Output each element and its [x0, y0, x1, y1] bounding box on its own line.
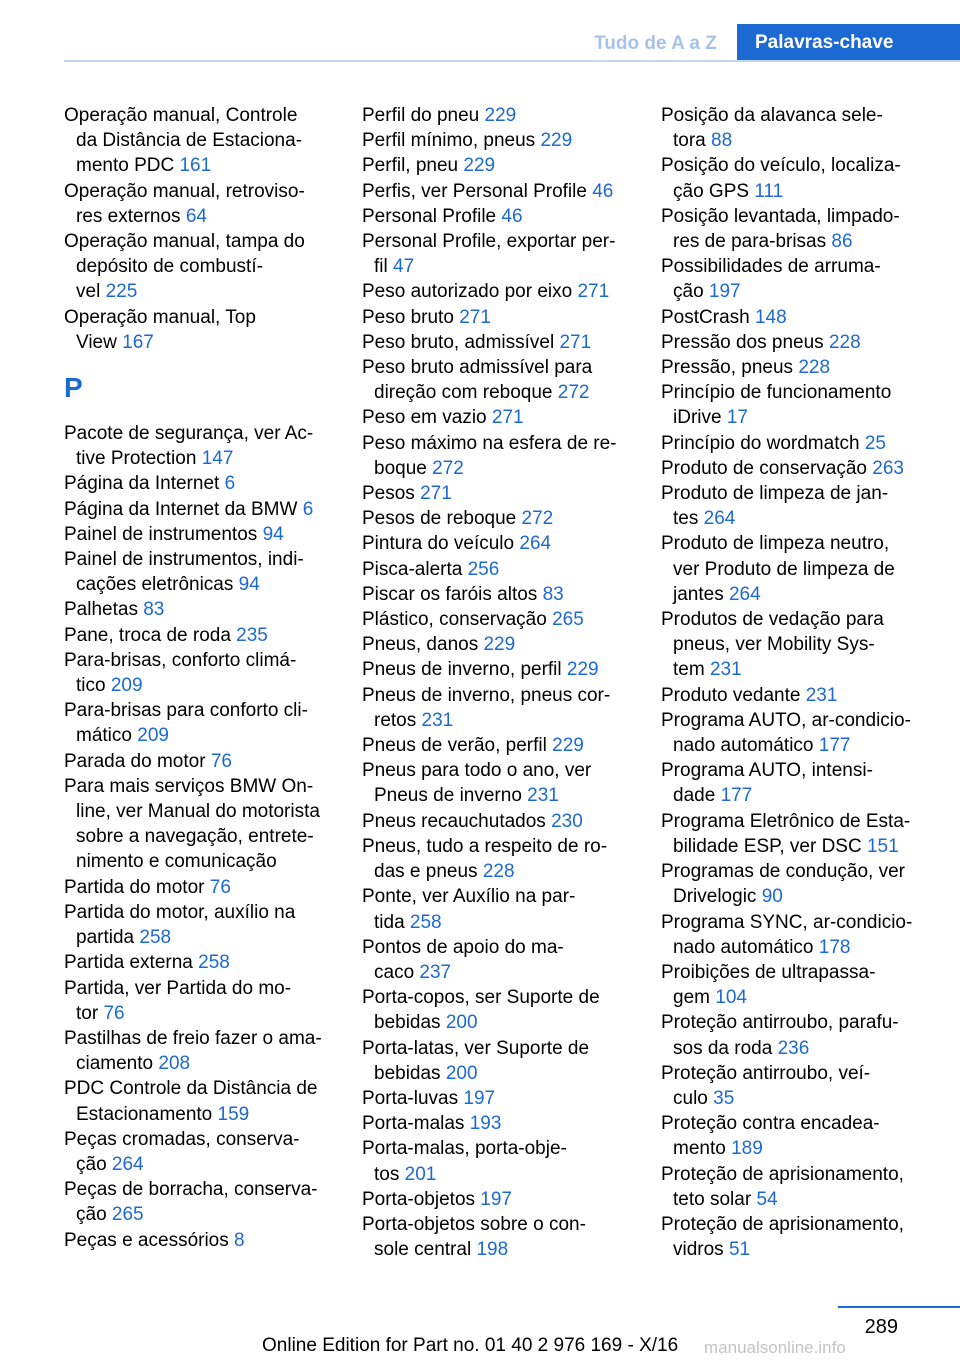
- index-entry: [661, 960, 933, 1010]
- index-term: Porta-malas: [362, 1113, 465, 1135]
- page-reference-link[interactable]: 90: [761, 886, 783, 908]
- page-reference-link[interactable]: 225: [105, 281, 138, 303]
- index-term: Pane, troca de roda: [64, 624, 231, 646]
- index-entry: [64, 597, 336, 622]
- index-term: Pneus, tudo a respeito de ro- das e pneus: [362, 835, 608, 883]
- page-reference-link[interactable]: 229: [483, 634, 516, 656]
- index-term: Programa SYNC, ar-condicio- nado automático: [661, 911, 913, 958]
- index-entry: [362, 1212, 634, 1262]
- index-term: Porta-latas, ver Suporte de bebidas: [362, 1037, 590, 1084]
- index-term: Partida, ver Partida do mo- tor: [64, 977, 292, 1024]
- index-entry: [64, 900, 336, 950]
- page-reference-link[interactable]: 76: [209, 876, 231, 898]
- page-reference-link[interactable]: 271: [559, 331, 592, 353]
- page-reference-link[interactable]: 229: [566, 659, 599, 681]
- page-number: 289: [864, 1316, 898, 1338]
- index-entry: [64, 698, 336, 748]
- index-term: Produto de limpeza de jan- tes: [661, 483, 889, 530]
- page-reference-link[interactable]: 151: [866, 835, 899, 857]
- page-reference-link[interactable]: 236: [777, 1037, 810, 1059]
- index-term: Pneus para todo o ano, ver Pneus de inverno: [362, 760, 592, 807]
- header-divider: [64, 60, 960, 62]
- index-term: Peças e acessórios: [64, 1229, 229, 1251]
- index-entry: [362, 305, 634, 330]
- index-entry: [64, 875, 336, 900]
- index-term: Página da Internet da BMW: [64, 498, 298, 520]
- page-reference-link[interactable]: 209: [137, 725, 169, 747]
- index-entry: [362, 153, 634, 178]
- index-entry: [362, 279, 634, 304]
- page-reference-link[interactable]: 17: [726, 407, 748, 429]
- page-reference-link[interactable]: 258: [409, 911, 442, 933]
- page-reference-link[interactable]: 200: [445, 1062, 478, 1084]
- page-reference-link[interactable]: 271: [577, 281, 610, 303]
- index-term: Pisca-alerta: [362, 558, 463, 580]
- index-entry: [362, 531, 634, 556]
- index-term: Perfil do pneu: [362, 105, 480, 126]
- index-entry: [362, 834, 634, 884]
- index-entry: [661, 431, 933, 456]
- index-term: Para-brisas para conforto cli- mático: [64, 700, 308, 747]
- page-reference-link[interactable]: 147: [201, 448, 234, 470]
- index-column-1: [64, 103, 336, 1253]
- index-term: Operação manual, retroviso- res externos: [64, 180, 305, 227]
- index-entry: [64, 421, 336, 471]
- index-term: Pneus recauchutados: [362, 810, 546, 832]
- index-term: Pesos de reboque: [362, 508, 517, 530]
- index-term: Personal Profile: [362, 205, 497, 227]
- index-term: Produto vedante: [661, 684, 801, 706]
- page-reference-link[interactable]: 178: [818, 936, 851, 958]
- page-reference-link[interactable]: 47: [393, 256, 415, 278]
- page-reference-link[interactable]: 265: [552, 609, 584, 631]
- index-entry: [661, 758, 933, 808]
- index-term: Porta-luvas: [362, 1087, 459, 1109]
- index-entry: [661, 531, 933, 607]
- index-term: Possibilidades de arruma- ção: [661, 256, 881, 303]
- page-reference-link[interactable]: 256: [467, 558, 500, 580]
- index-term: Programa AUTO, intensi- dade: [661, 760, 873, 807]
- page-reference-link[interactable]: 86: [831, 231, 853, 253]
- index-entry: [661, 254, 933, 304]
- index-term: Proteção de aprisionamento, vidros: [661, 1213, 904, 1261]
- index-entry: [661, 330, 933, 355]
- page-reference-link[interactable]: 264: [519, 533, 552, 555]
- page-reference-link[interactable]: 272: [557, 382, 590, 404]
- index-term: PDC Controle da Distância de Estacionamento: [64, 1078, 318, 1125]
- index-entry: [661, 380, 933, 430]
- page-reference-link[interactable]: 264: [728, 583, 761, 605]
- index-entry: [64, 1127, 336, 1177]
- index-entry: [64, 1076, 336, 1126]
- index-entry: [362, 1187, 634, 1212]
- index-term: Partida do motor: [64, 876, 205, 898]
- page-reference-link[interactable]: 201: [404, 1163, 437, 1185]
- index-entry: [362, 809, 634, 834]
- index-term: Perfil mínimo, pneus: [362, 130, 536, 152]
- index-entry: [661, 355, 933, 380]
- page-reference-link[interactable]: 54: [756, 1188, 778, 1210]
- page-reference-link[interactable]: 197: [480, 1188, 512, 1210]
- page-reference-link[interactable]: 193: [469, 1113, 502, 1135]
- page-reference-link[interactable]: 167: [122, 331, 154, 353]
- index-term: Operação manual, Controle da Distância de Estaciona- mento PDC: [64, 105, 303, 177]
- index-term: PostCrash: [661, 306, 750, 328]
- index-entry: [64, 229, 336, 305]
- page-reference-link[interactable]: 76: [103, 1002, 125, 1024]
- index-entry: [661, 456, 933, 481]
- index-term: Proibições de ultrapassa- gem: [661, 961, 876, 1009]
- page-reference-link[interactable]: 148: [754, 306, 787, 328]
- page-reference-link[interactable]: 258: [198, 952, 230, 974]
- index-term: Programas de condução, ver Drivelogic: [661, 861, 905, 908]
- index-term: Painel de instrumentos, indi- cações eletrônicas: [64, 549, 304, 596]
- index-entry: [64, 1026, 336, 1076]
- index-entry: [64, 976, 336, 1026]
- index-entry: [362, 758, 634, 808]
- index-term: Porta-malas, porta-obje- tos: [362, 1138, 567, 1185]
- index-term: Proteção antirroubo, veí- culo: [661, 1062, 871, 1109]
- page-reference-link[interactable]: 177: [818, 735, 851, 757]
- index-entry: [64, 1177, 336, 1227]
- index-entry: [661, 708, 933, 758]
- page-reference-link[interactable]: 264: [703, 508, 736, 530]
- page-reference-link[interactable]: 94: [238, 574, 260, 596]
- index-entry: [64, 1228, 336, 1253]
- index-entry: [661, 910, 933, 960]
- index-entry: [661, 607, 933, 683]
- page-reference-link[interactable]: 271: [459, 306, 491, 328]
- page-reference-link[interactable]: 159: [217, 1103, 250, 1125]
- index-term: Pneus, danos: [362, 634, 479, 656]
- footer-divider: [838, 1306, 960, 1308]
- index-term: Para mais serviços BMW On- line, ver Manual do motorista sobre a navegação, entrete- nimento e comunicação: [64, 775, 320, 873]
- index-entry: [362, 481, 634, 506]
- page-reference-link[interactable]: 263: [872, 457, 904, 479]
- page-reference-link[interactable]: 271: [491, 407, 524, 429]
- index-term: Proteção de aprisionamento, teto solar: [661, 1163, 904, 1210]
- index-term: Parada do motor: [64, 750, 206, 772]
- index-term: Programa Eletrônico de Esta- bilidade ESP, ver DSC: [661, 810, 911, 857]
- index-entry: [661, 103, 933, 153]
- index-entry: [362, 557, 634, 582]
- index-term: Princípio de funcionamento iDrive: [661, 382, 892, 429]
- index-term: Peso bruto, admissível: [362, 331, 555, 353]
- index-entry: [362, 229, 634, 279]
- index-entry: [362, 884, 634, 934]
- page-reference-link[interactable]: 83: [542, 583, 564, 605]
- index-term: Pneus de verão, perfil: [362, 735, 547, 757]
- index-term: Pressão dos pneus: [661, 331, 824, 353]
- index-entry: [661, 204, 933, 254]
- index-term: Partida do motor, auxílio na partida: [64, 901, 296, 949]
- index-entry: [661, 859, 933, 909]
- index-term: Página da Internet: [64, 473, 220, 495]
- index-term: Proteção antirroubo, parafu- sos da roda: [661, 1012, 899, 1059]
- index-entry: [661, 809, 933, 859]
- page-reference-link[interactable]: 231: [421, 709, 454, 731]
- index-entry: [64, 774, 336, 875]
- index-term: Posição da alavanca sele- tora: [661, 105, 883, 152]
- index-entry: [362, 355, 634, 405]
- page-reference-link[interactable]: 229: [540, 130, 573, 152]
- watermark: manualsonline.info: [704, 1338, 846, 1357]
- index-entry: [362, 1036, 634, 1086]
- page-reference-link[interactable]: 111: [754, 180, 784, 202]
- index-term: Peças cromadas, conserva- ção: [64, 1128, 300, 1175]
- page-reference-link[interactable]: 6: [224, 473, 236, 495]
- index-term: Princípio do wordmatch: [661, 432, 860, 454]
- index-term: Para-brisas, conforto climá- tico: [64, 649, 297, 697]
- tab-tudo-de-a-a-z[interactable]: Tudo de A a Z: [594, 33, 717, 54]
- index-term: Peso bruto: [362, 306, 454, 328]
- page-reference-link[interactable]: 35: [713, 1087, 735, 1109]
- index-entry: [362, 985, 634, 1035]
- page-reference-link[interactable]: 228: [482, 861, 515, 883]
- index-entry: [362, 506, 634, 531]
- index-entry: [661, 153, 933, 203]
- index-term: Peças de borracha, conserva- ção: [64, 1179, 318, 1226]
- index-term: Produtos de vedação para pneus, ver Mobility Sys- tem: [661, 609, 884, 681]
- index-entry: [661, 481, 933, 531]
- index-entry: [661, 1212, 933, 1262]
- section-letter: P: [64, 372, 83, 404]
- index-term: Palhetas: [64, 599, 138, 621]
- index-entry: [362, 431, 634, 481]
- index-entry: [661, 1111, 933, 1161]
- index-entry: [362, 935, 634, 985]
- index-term: Proteção contra encadea- mento: [661, 1113, 880, 1160]
- index-entry: [661, 1061, 933, 1111]
- page-reference-link[interactable]: 231: [805, 684, 838, 706]
- index-term: Perfis, ver Personal Profile: [362, 180, 587, 202]
- index-term: Porta-objetos: [362, 1188, 476, 1210]
- page-reference-link[interactable]: 189: [731, 1138, 763, 1160]
- index-term: Operação manual, Top View: [64, 306, 256, 353]
- page-reference-link[interactable]: 197: [708, 281, 741, 303]
- index-term: Painel de instrumentos: [64, 523, 258, 545]
- page-reference-link[interactable]: 272: [521, 508, 554, 530]
- page-reference-link[interactable]: 231: [527, 785, 559, 807]
- index-term: Pneus de inverno, pneus cor- retos: [362, 684, 611, 731]
- page-reference-link[interactable]: 271: [420, 483, 452, 505]
- index-term: Pesos: [362, 483, 415, 505]
- index-term: Peso em vazio: [362, 407, 487, 429]
- page-reference-link[interactable]: 177: [720, 785, 753, 807]
- page-reference-link[interactable]: 208: [158, 1053, 191, 1075]
- index-entry: [64, 305, 336, 355]
- index-entry: [64, 179, 336, 229]
- index-entry: [661, 1162, 933, 1212]
- page-reference-link[interactable]: 264: [111, 1153, 144, 1175]
- page-reference-link[interactable]: 209: [110, 675, 143, 697]
- page-reference-link[interactable]: 8: [234, 1229, 245, 1251]
- edition-note: Online Edition for Part no. 01 40 2 976 169 - X/16: [262, 1335, 679, 1356]
- index-entry: [362, 1136, 634, 1186]
- index-term: Porta-copos, ser Suporte de bebidas: [362, 987, 600, 1034]
- page-reference-link[interactable]: 6: [302, 498, 314, 520]
- index-entry: [362, 1111, 634, 1136]
- index-entry: [661, 1010, 933, 1060]
- index-entry: [64, 648, 336, 698]
- page-reference-link[interactable]: 198: [476, 1239, 509, 1261]
- index-entry: [64, 547, 336, 597]
- index-entry: [362, 204, 634, 229]
- page-reference-link[interactable]: 229: [552, 735, 584, 757]
- index-entry: [362, 683, 634, 733]
- page-reference-link[interactable]: 64: [185, 205, 207, 227]
- index-entry: [64, 471, 336, 496]
- index-entry: [362, 657, 634, 682]
- index-term: Perfil, pneu: [362, 155, 459, 177]
- page-reference-link[interactable]: 265: [111, 1204, 144, 1226]
- index-column-2: [362, 103, 634, 1262]
- index-term: Personal Profile, exportar per- fil: [362, 231, 616, 278]
- index-term: Piscar os faróis altos: [362, 583, 538, 605]
- page-reference-link[interactable]: 94: [262, 523, 284, 545]
- index-entry: [64, 623, 336, 648]
- page-reference-link[interactable]: 200: [445, 1012, 478, 1034]
- page-reference-link[interactable]: 76: [210, 750, 232, 772]
- index-term: Ponte, ver Auxílio na par- tida: [362, 886, 576, 933]
- index-term: Peso bruto admissível para direção com reboque: [362, 357, 593, 404]
- page-reference-link[interactable]: 46: [501, 205, 523, 227]
- index-term: Produto de conservação: [661, 457, 867, 479]
- page-reference-link[interactable]: 237: [419, 961, 452, 983]
- page-reference-link[interactable]: 51: [728, 1239, 751, 1261]
- index-entry: [64, 950, 336, 975]
- page-reference-link[interactable]: 104: [715, 987, 747, 1009]
- index-entry: [64, 497, 336, 522]
- index-entry: [362, 103, 634, 128]
- index-column-3: [661, 103, 933, 1262]
- page-reference-link[interactable]: 229: [484, 105, 517, 126]
- index-entry: [661, 305, 933, 330]
- index-entry: [362, 607, 634, 632]
- index-term: Partida externa: [64, 952, 193, 974]
- index-term: Pontos de apoio do ma- caco: [362, 936, 564, 983]
- page-reference-link[interactable]: 25: [864, 432, 886, 454]
- page-reference-link[interactable]: 83: [143, 599, 165, 621]
- index-term: Pacote de segurança, ver Ac- tive Protection: [64, 423, 314, 470]
- index-term: Posição levantada, limpado- res de para-brisas: [661, 205, 900, 253]
- index-term: Peso autorizado por eixo: [362, 281, 573, 303]
- page-reference-link[interactable]: 228: [798, 357, 831, 379]
- index-entry: [64, 522, 336, 547]
- index-term: Operação manual, tampa do depósito de combustí- vel: [64, 231, 305, 303]
- page-reference-link[interactable]: 235: [236, 624, 268, 646]
- index-entry: [362, 582, 634, 607]
- page-reference-link[interactable]: 161: [179, 155, 212, 177]
- index-term: Pressão, pneus: [661, 357, 794, 379]
- index-entry: [362, 733, 634, 758]
- page-reference-link[interactable]: 272: [432, 457, 464, 479]
- index-entry: [362, 632, 634, 657]
- index-entry: [64, 749, 336, 774]
- page-reference-link[interactable]: 231: [709, 659, 742, 681]
- index-entry: [362, 179, 634, 204]
- index-term: Plástico, conservação: [362, 609, 547, 631]
- page-reference-link[interactable]: 258: [139, 927, 172, 949]
- page-reference-link[interactable]: 197: [463, 1087, 496, 1109]
- index-entry: [362, 128, 634, 153]
- index-entry: [64, 103, 336, 179]
- page-reference-link[interactable]: 88: [711, 130, 733, 152]
- index-term: Posição do veículo, localiza- ção GPS: [661, 155, 901, 202]
- page-reference-link[interactable]: 228: [828, 331, 861, 353]
- index-term: Pastilhas de freio fazer o ama- ciamento: [64, 1027, 322, 1075]
- index-term: Porta-objetos sobre o con- sole central: [362, 1213, 586, 1261]
- index-term: Pneus de inverno, perfil: [362, 659, 562, 681]
- page-reference-link[interactable]: 46: [592, 180, 614, 202]
- index-term: Pintura do veículo: [362, 533, 515, 555]
- index-term: Programa AUTO, ar-condicio- nado automático: [661, 709, 911, 757]
- index-term: Produto de limpeza neutro, ver Produto de limpeza de jantes: [661, 533, 895, 605]
- index-entry: [362, 405, 634, 430]
- page-reference-link[interactable]: 229: [463, 155, 496, 177]
- index-entry: [362, 1086, 634, 1111]
- tab-palavras-chave[interactable]: Palavras-chave: [737, 24, 960, 61]
- page-reference-link[interactable]: 230: [551, 810, 583, 832]
- index-entry: [661, 683, 933, 708]
- index-term: Peso máximo na esfera de re- boque: [362, 432, 617, 479]
- index-entry: [362, 330, 634, 355]
